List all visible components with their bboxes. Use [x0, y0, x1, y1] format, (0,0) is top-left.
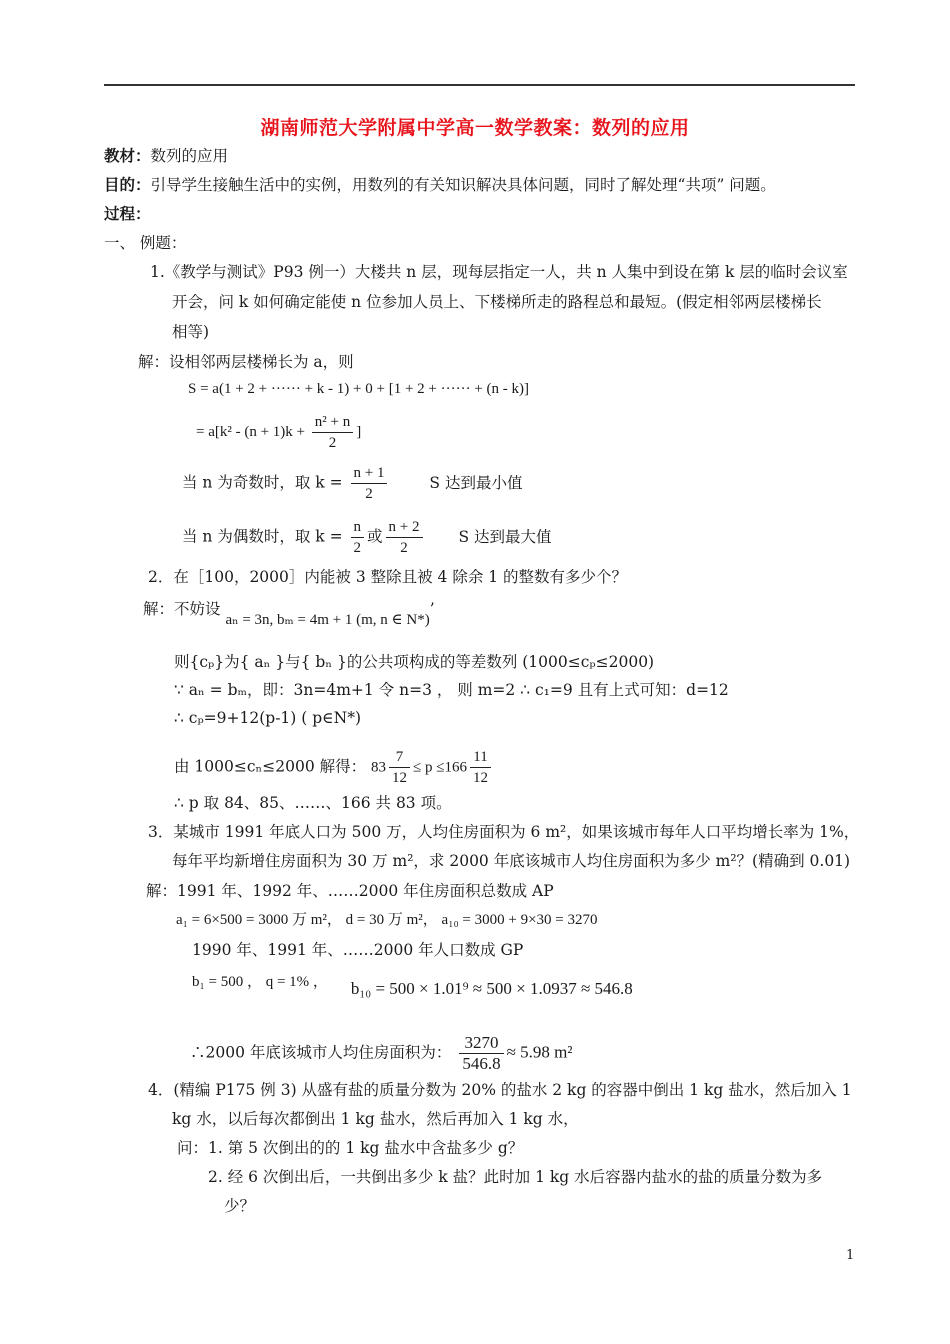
- even-denominator-2: 2: [400, 540, 408, 556]
- goal-line: [104, 174, 776, 196]
- eq2-denominator: 2: [328, 435, 337, 451]
- ex2-sol-end: ’: [429, 600, 435, 618]
- eq2-numerator: n² + n: [312, 412, 353, 433]
- even-numerator-2: n + 2: [386, 517, 423, 538]
- ex2-line2: 则{cₚ}为{ aₙ }与{ bₙ }的公共项构成的等差数列 (1000≤cₚ≤2000): [174, 653, 655, 671]
- eq2-fraction: [312, 412, 353, 453]
- ex2-l5-frac2: [470, 747, 491, 788]
- even-result: S 达到最大值: [458, 527, 552, 546]
- page-title: 湖南师范大学附属中学高一数学教案：数列的应用: [260, 117, 690, 139]
- ex3-result-den: 546.8: [462, 1054, 501, 1073]
- ex2-l5-mid: ≤ p ≤166: [413, 759, 468, 776]
- ex2-l5-num1: 7: [389, 747, 410, 768]
- ex3-line3: a₁ = 6×500 = 3000 万 m²， d = 30 万 m²， a₁₀ = 3000 + 9×30 = 3270: [176, 912, 598, 928]
- ex2-solution: [143, 598, 435, 628]
- ex3-solution: 解：1991 年、1992 年、……2000 年住房面积总数成 AP: [146, 882, 554, 900]
- ex1-equation-2: [196, 412, 361, 453]
- ex2-l5-den1: 12: [392, 770, 408, 786]
- ex2-sol-text: 解：不妨设: [143, 600, 221, 618]
- ex3-line6: [190, 1033, 572, 1074]
- eq2-left: = a[k² - (n + 1)k +: [196, 423, 306, 440]
- ex2-line1: 2．在［100，2000］内能被 3 整除且被 4 除余 1 的整数有多少个？: [148, 568, 628, 586]
- even-or: 或: [367, 527, 383, 546]
- ex2-l5-num2: 11: [470, 747, 491, 768]
- ex2-line5: [174, 747, 494, 788]
- ex2-line6: ∴ p 取 84、85、……、166 共 83 项。: [174, 794, 452, 812]
- section-heading: 一、 例题：: [104, 234, 187, 252]
- ex1-line3: 相等): [172, 323, 210, 341]
- odd-result: S 达到最小值: [429, 473, 523, 492]
- material-label: 教材：: [104, 147, 151, 165]
- page-number: 1: [846, 1248, 855, 1263]
- ex3-line2: 每年平均新增住房面积为 30 万 m²，求 2000 年底该城市人均住房面积为多少 m²？(精确到 0.01): [172, 852, 851, 870]
- ex4-question-1: 问：1. 第 5 次倒出的的 1 kg 盐水中含盐多少 g？: [177, 1139, 524, 1157]
- ex1-even-case: [182, 517, 551, 558]
- goal-label: 目的：: [104, 176, 151, 194]
- even-denominator-1: 2: [353, 540, 362, 556]
- ex4-question-2b: 少？: [224, 1197, 256, 1215]
- ex4-question-2a: 2. 经 6 次倒出后，一共倒出多少 k 盐？此时加 1 kg 水后容器内盐水的盐的质量分数为多: [208, 1168, 823, 1186]
- ex4-line1: 4．(精编 P175 例 3) 从盛有盐的质量分数为 20% 的盐水 2 kg 的容器中倒出 1 kg 盐水，然后加入 1: [148, 1081, 852, 1099]
- odd-fraction: [351, 463, 388, 504]
- process-label: 过程：: [104, 205, 151, 223]
- even-fraction-1: [351, 517, 365, 558]
- ex1-odd-case: [182, 463, 522, 504]
- ex2-l5-frac1: [389, 747, 410, 788]
- odd-denominator: 2: [365, 486, 373, 502]
- header-rule: [104, 84, 855, 86]
- odd-numerator: n + 1: [351, 463, 388, 484]
- ex1-solution: 解：设相邻两层楼梯长为 a，则: [138, 353, 354, 371]
- ex3-result-num: 3270: [459, 1033, 503, 1054]
- ex3-result-value: ≈ 5.98 m²: [506, 1042, 573, 1062]
- ex2-l5-den2: 12: [473, 770, 489, 786]
- ex1-line2: 开会，问 k 如何确定能使 n 位参加人员上、下楼梯所走的路程总和最短。(假定相邻两层楼梯长: [172, 293, 822, 311]
- even-fraction-2: [386, 517, 423, 558]
- ex2-line3: ∵ aₙ = bₘ，即：3n=4m+1 令 n=3 ， 则 m=2 ∴ c₁=9 且有上式可知：d=12: [174, 681, 729, 699]
- material-line: [104, 145, 228, 167]
- ex3-line5: [192, 970, 633, 998]
- ex3-b10-equation: b₁₀ = 500 × 1.01⁹ ≈ 500 × 1.0937 ≈ 546.8: [350, 979, 633, 998]
- ex2-line4: ∴ cₚ=9+12(p-1) ( p∈N*): [174, 709, 361, 727]
- eq2-right: ]: [356, 423, 362, 440]
- ex1-equation-1: S = a(1 + 2 + ······ + k - 1) + 0 + [1 + 2 + ······ + (n - k)]: [188, 381, 530, 397]
- ex2-l5-int1: 83: [371, 759, 387, 776]
- ex3-line1: 3．某城市 1991 年底人口为 500 万，人均住房面积为 6 m²，如果该城市每年人口平均增长率为 1%，: [148, 823, 860, 841]
- ex2-sol-equation: aₙ = 3n, bₘ = 4m + 1 (m, n ∈ N*): [225, 612, 430, 628]
- ex2-l5-text: 由 1000≤cₙ≤2000 解得：: [174, 757, 367, 776]
- ex3-line4: 1990 年、1991 年、……2000 年人口数成 GP: [192, 941, 524, 959]
- ex4-line2: kg 水，以后每次都倒出 1 kg 盐水，然后再加入 1 kg 水，: [172, 1110, 579, 1128]
- ex1-line1: 1.《教学与测试》P93 例一）大楼共 n 层，现每层指定一人，共 n 人集中到设在第 k 层的临时会议室: [150, 263, 848, 281]
- ex3-result-text: ∴2000 年底该城市人均住房面积为：: [190, 1043, 452, 1062]
- odd-text: 当 n 为奇数时，取 k =: [182, 473, 343, 492]
- goal-text: 引导学生接触生活中的实例，用数列的有关知识解决具体问题，同时了解处理“共项” 问题。: [150, 176, 776, 194]
- ex3-b1-q: b₁ = 500 ， q = 1% ，: [192, 974, 328, 990]
- material-text: 数列的应用: [150, 147, 229, 165]
- ex3-result-fraction: [459, 1033, 503, 1074]
- even-text: 当 n 为偶数时，取 k =: [182, 527, 343, 546]
- even-numerator-1: n: [351, 517, 365, 538]
